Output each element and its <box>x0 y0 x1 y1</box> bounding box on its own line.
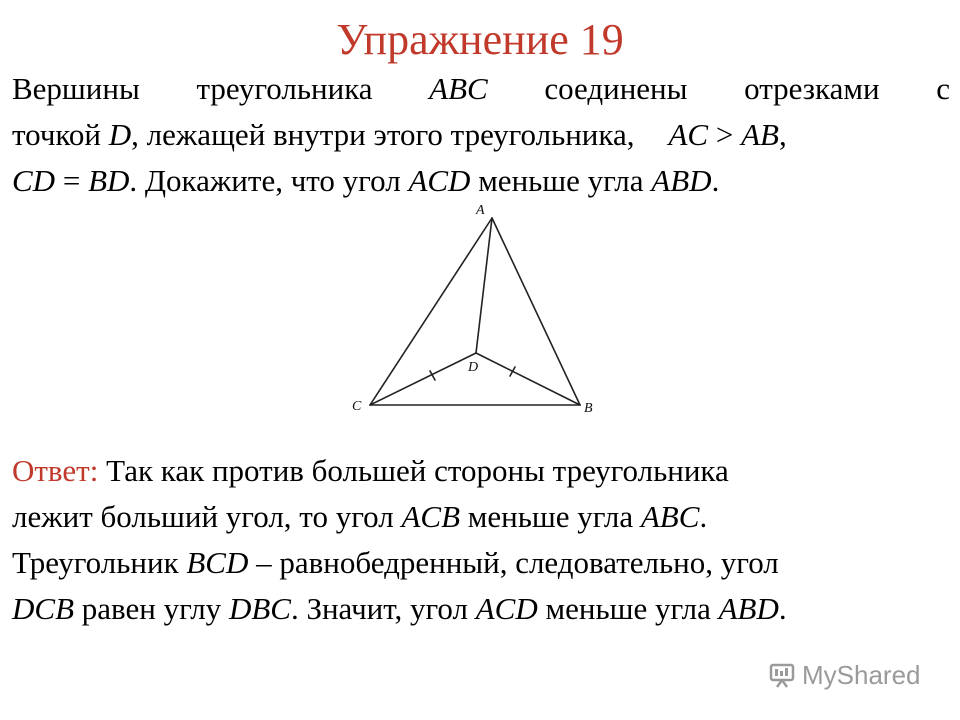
answer-block <box>12 448 950 632</box>
text: – равнобедренный, следовательно, угол <box>248 545 779 580</box>
text-math: ABD <box>718 591 779 626</box>
answer-line-1 <box>12 448 950 494</box>
word: соединены <box>544 71 688 106</box>
text: . Докажите, что угол <box>129 163 409 198</box>
problem-statement <box>12 66 950 204</box>
text-math: ACD <box>408 163 471 198</box>
text: точкой <box>12 117 109 152</box>
presentation-board-icon <box>768 661 796 689</box>
text-math: ABD <box>651 163 712 198</box>
text: > <box>708 117 742 152</box>
problem-line-1 <box>12 66 950 112</box>
text: Так как против большей стороны треугольника <box>98 453 729 488</box>
text-math: BD <box>88 163 130 198</box>
text-math: DBC <box>228 591 291 626</box>
point-label-d: D <box>468 360 479 375</box>
text-math: ACB <box>401 499 461 534</box>
text-math: ABC <box>640 499 700 534</box>
logo-text: MyShared <box>802 659 921 690</box>
word-math: ABC <box>429 71 488 106</box>
logo[interactable] <box>768 658 921 692</box>
text: . Значит, угол <box>290 591 476 626</box>
page-title: Упражнение 19 <box>336 15 624 64</box>
text-math: AB <box>741 117 779 152</box>
text: . <box>711 163 720 198</box>
word: отрезками <box>744 71 880 106</box>
text-math: DCB <box>12 591 74 626</box>
segment-bd <box>476 353 580 405</box>
vertex-label-c: C <box>352 399 362 414</box>
answer-line-3 <box>12 540 950 586</box>
segment-cd <box>370 353 479 405</box>
text-math: ACD <box>475 591 538 626</box>
text-math: CD <box>12 163 56 198</box>
problem-line-2 <box>12 112 950 158</box>
text: . <box>699 499 708 534</box>
text: лежит больший угол, то угол <box>12 499 402 534</box>
vertex-label-a: A <box>476 203 485 218</box>
text: меньше угла <box>470 163 652 198</box>
text: меньше угла <box>537 591 719 626</box>
word: с <box>936 71 950 106</box>
text-math: BCD <box>186 545 249 580</box>
text: , <box>778 117 787 152</box>
text: равен углу <box>74 591 229 626</box>
text-math: D <box>108 117 132 152</box>
text-math: AC <box>668 117 709 152</box>
triangle-figure <box>340 198 620 420</box>
side-ab <box>492 218 580 405</box>
answer-line-2 <box>12 494 950 540</box>
text: Треугольник <box>12 545 187 580</box>
vertex-label-b: B <box>584 401 593 416</box>
word: Вершины <box>12 71 140 106</box>
text: , лежащей внутри этого треугольника, <box>131 117 635 152</box>
side-ac <box>370 218 492 405</box>
text: = <box>55 163 89 198</box>
answer-line-4 <box>12 586 950 632</box>
text: . <box>778 591 787 626</box>
word: треугольника <box>196 71 373 106</box>
answer-label: Ответ: <box>12 453 99 488</box>
text: меньше угла <box>460 499 641 534</box>
